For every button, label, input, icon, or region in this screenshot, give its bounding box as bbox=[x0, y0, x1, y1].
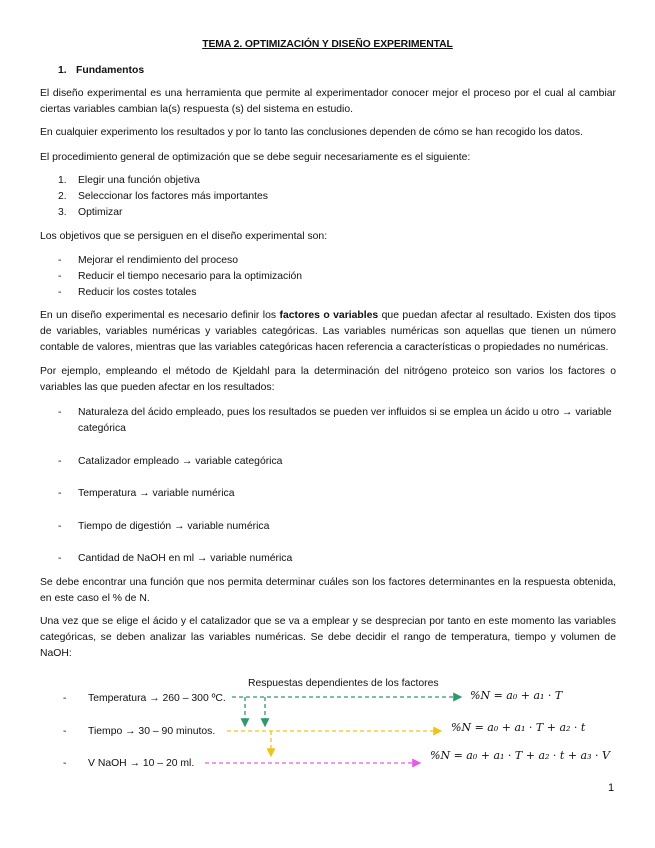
formula-volume: %N = a₀ + a₁ · T + a₂ · t + a₃ · V bbox=[430, 749, 610, 762]
section-number: 1. bbox=[58, 65, 67, 76]
page-title: TEMA 2. OPTIMIZACIÓN Y DISEÑO EXPERIMENTAL bbox=[202, 39, 453, 50]
paragraph-definition: El diseño experimental es una herramienta que permite al experimentador conocer mejor el proceso por el cual al cambiar ciertas variables cambian la(s) respuesta (s) del sistema en estudio. bbox=[40, 88, 616, 115]
paragraph-numeric-range: Una vez que se elige el ácido y el catalizador que se va a emplear y se desprecian por tanto en este momento las variables categóricas, se deben analizar las variables numéricas. Se debe decidir el rango de temperatura, tiempo y volumen de NaOH: bbox=[40, 616, 616, 659]
paragraph-results: En cualquier experimento los resultados y por lo tanto las conclusiones dependen de cómo se han recogido los datos. bbox=[40, 127, 583, 138]
document-page: TEMA 2. OPTIMIZACIÓN Y DISEÑO EXPERIMENTAL 1. Fundamentos El diseño experimental es una herramienta que permite al experimentador conocer mejor el proceso por el cual al cambiar ciertas variables cambian la(s) respuesta (s) del sistema en estudio. En cualquier experimento los resultados y por lo tanto las conclusiones dependen de cómo se han recogido los datos. El procedimiento general de optimización que se debe seguir necesariamente es el siguiente: 1. Elegir una función objetiva 2. Seleccionar los factores más importantes 3. Optimizar Los objetivos que se persiguen en el diseño experimental son: - Mejorar el rendimiento del proceso - Reducir el tiempo necesario para la optimización - Reducir los costes totales En un diseño experimental es necesario definir los factores o variables que puedan afectar al resultado. Existen dos tipos de variables, variables numéricas y variables categóricas. Las variables numéricas son aquellas que tienen un número contable de valores, mientras que las variables categóricas hacen referencia a características o propiedades no numéricas. Por ejemplo, empleando el método de Kjeldahl para la determinación del nitrógeno proteico son varios los factores o variables las que pueden afectar en los resultados: - Naturaleza del ácido empleado, pues los resultados se pueden ver influidos si se emplea un ácido u otro → variable categórica - Catalizador empleado → variable categórica - Temperatura → variable numérica - Tiempo de digestión → variable numérica - Cantidad de NaOH en ml → variable numérica Se debe encontrar una función que nos permita determinar cuáles son los factores determinantes en la respuesta obtenida, en este caso el % de N. Una vez que se elige el ácido y el catalizador que se va a emplear y se desprecian por tanto en este momento las variables categóricas, se deben analizar las variables numéricas. Se debe decidir el rango de temperatura, tiempo y volumen de NaOH: Respuestas dependientes de los factores - Temperatura → 260 – 300 ºC. - Tiempo → 30 – 90 minutos. - V NaOH → 10 – 20 ml. %N = a₀ + a₁ · T %N = a₀ + a₁ · T + a₂ · t %N = a₀ + a₁ · T + a₂ · t + a₃ · V 1 bbox=[0, 0, 655, 848]
paragraph-procedure: El procedimiento general de optimización que se debe seguir necesariamente es el siguiente: bbox=[40, 152, 471, 163]
formula-time: %N = a₀ + a₁ · T + a₂ · t bbox=[451, 721, 586, 734]
list-item: - Mejorar el rendimiento del proceso bbox=[58, 255, 238, 266]
bold-term: factores o variables bbox=[279, 310, 379, 321]
formula-temperature: %N = a₀ + a₁ · T bbox=[470, 689, 563, 702]
diagram-label: Respuestas dependientes de los factores bbox=[248, 678, 439, 689]
paragraph-variables: En un diseño experimental es necesario definir los factores o variables que puedan afectar al resultado. Existen dos tipos de variables, variables numéricas y variables categóricas. Las variables numéricas son aquellas que tienen un número contable de valores, mientras que las variables categóricas hacen referencia a características o propiedades no numéricas. bbox=[40, 310, 616, 353]
list-item: - Tiempo de digestión → variable numérica bbox=[58, 521, 270, 532]
list-item: - Temperatura → variable numérica bbox=[58, 488, 235, 499]
paragraph-kjeldahl: Por ejemplo, empleando el método de Kjeldahl para la determinación del nitrógeno proteico son varios los factores o variables las que pueden afectar en los resultados: bbox=[40, 366, 616, 393]
list-item: 3. Optimizar bbox=[58, 207, 123, 218]
paragraph-objectives: Los objetivos que se persiguen en el diseño experimental son: bbox=[40, 231, 328, 242]
list-item: - Catalizador empleado → variable categórica bbox=[58, 456, 283, 467]
section-title: Fundamentos bbox=[76, 65, 145, 76]
paragraph-function: Se debe encontrar una función que nos permita determinar cuáles son los factores determinantes en la respuesta obtenida, en este caso el % de N. bbox=[40, 577, 616, 604]
list-item: 2. Seleccionar los factores más importantes bbox=[58, 191, 268, 202]
list-item: - Naturaleza del ácido empleado, pues los resultados se pueden ver influidos si se emplea un ácido u otro → variable categórica bbox=[58, 407, 612, 434]
list-item: - Reducir el tiempo necesario para la optimización bbox=[58, 271, 303, 282]
list-item: - Reducir los costes totales bbox=[58, 287, 197, 298]
page-number: 1 bbox=[608, 782, 615, 794]
list-item: - Cantidad de NaOH en ml → variable numérica bbox=[58, 553, 293, 564]
list-item: 1. Elegir una función objetiva bbox=[58, 175, 200, 186]
